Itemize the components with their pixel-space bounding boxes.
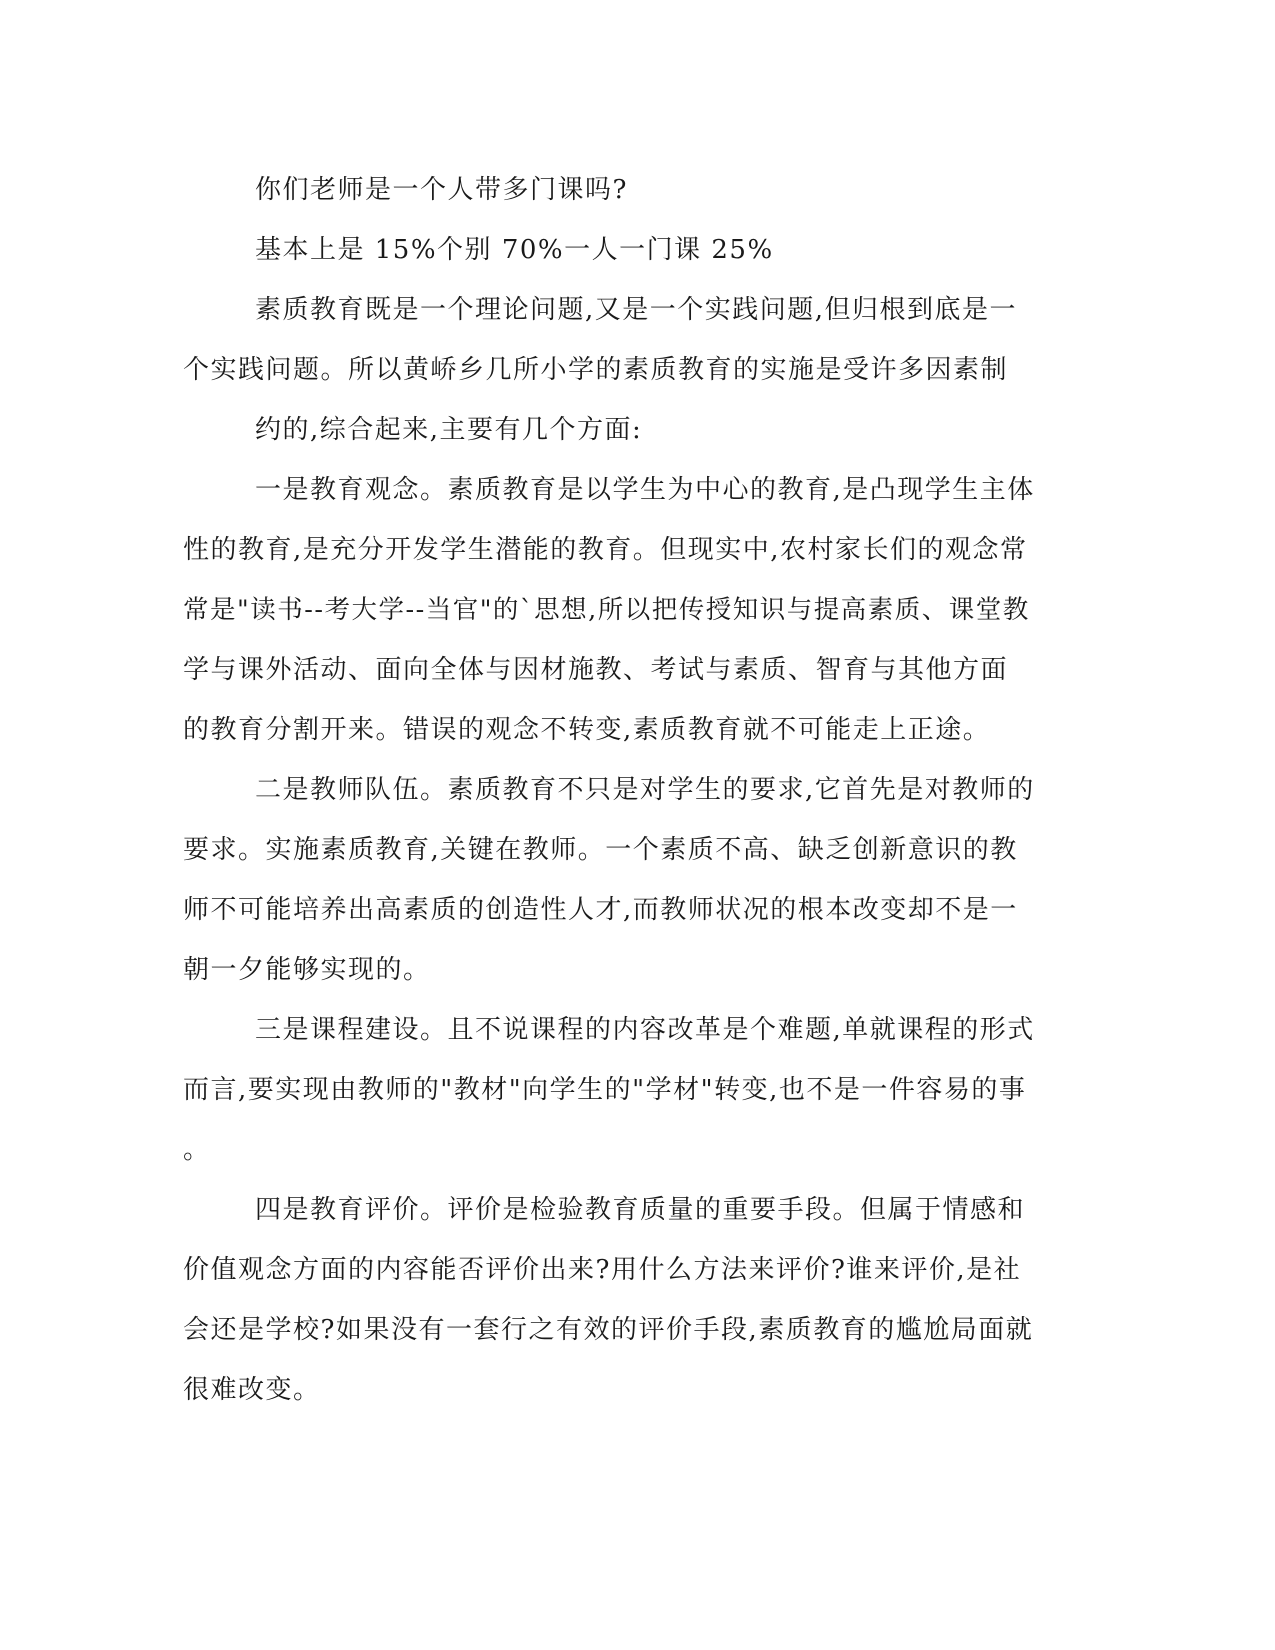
text-line: 常是"读书--考大学--当官"的`思想,所以把传授知识与提高素质、课堂教	[183, 595, 1030, 625]
text-line: 。	[183, 1135, 211, 1165]
text-line: 三是课程建设。且不说课程的内容改革是个难题,单就课程的形式	[255, 1015, 1035, 1045]
text-line: 素质教育既是一个理论问题,又是一个实践问题,但归根到底是一	[255, 295, 1018, 325]
text-line: 的教育分割开来。错误的观念不转变,素质教育就不可能走上正途。	[183, 715, 991, 745]
text-line: 个实践问题。所以黄峤乡几所小学的素质教育的实施是受许多因素制	[183, 355, 1009, 385]
text-line: 基本上是 15%个别 70%一人一门课 25%	[255, 235, 774, 265]
text-line: 约的,综合起来,主要有几个方面:	[255, 415, 643, 445]
text-line: 性的教育,是充分开发学生潜能的教育。但现实中,农村家长们的观念常	[183, 535, 1028, 565]
text-line: 一是教育观念。素质教育是以学生为中心的教育,是凸现学生主体	[255, 475, 1035, 505]
text-line: 要求。实施素质教育,关键在教师。一个素质不高、缺乏创新意识的教	[183, 835, 1018, 865]
document-body	[183, 160, 1043, 1420]
text-line: 会还是学校?如果没有一套行之有效的评价手段,素质教育的尴尬局面就	[183, 1315, 1034, 1345]
text-line: 而言,要实现由教师的"教材"向学生的"学材"转变,也不是一件容易的事	[183, 1075, 1027, 1105]
text-line: 价值观念方面的内容能否评价出来?用什么方法来评价?谁来评价,是社	[183, 1255, 1022, 1285]
text-line: 很难改变。	[183, 1375, 321, 1405]
text-line: 朝一夕能够实现的。	[183, 955, 431, 985]
text-line: 四是教育评价。评价是检验教育质量的重要手段。但属于情感和	[255, 1195, 1026, 1225]
text-line: 学与课外活动、面向全体与因材施教、考试与素质、智育与其他方面	[183, 655, 1009, 685]
text-line: 你们老师是一个人带多门课吗?	[255, 175, 628, 205]
text-line: 师不可能培养出高素质的创造性人才,而教师状况的根本改变却不是一	[183, 895, 1018, 925]
text-line: 二是教师队伍。素质教育不只是对学生的要求,它首先是对教师的	[255, 775, 1035, 805]
